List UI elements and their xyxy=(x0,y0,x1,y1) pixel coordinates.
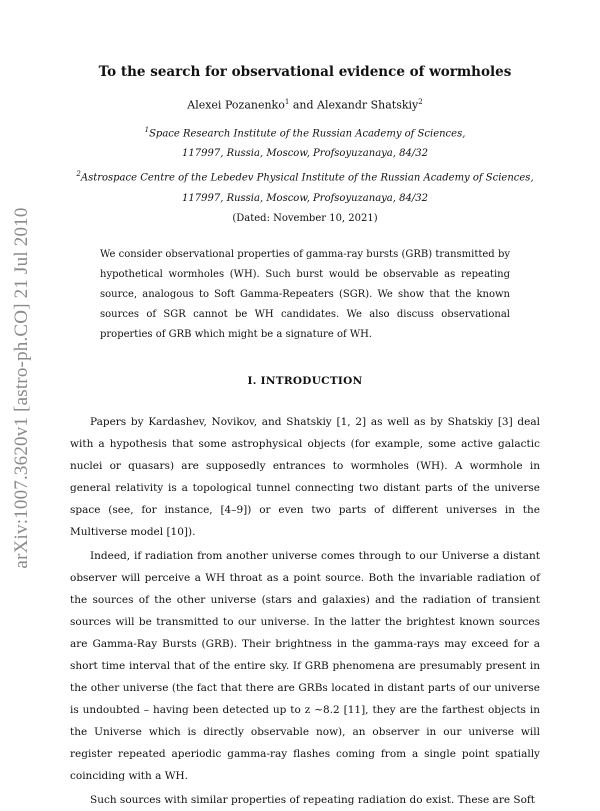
affiliation-address: 117997, Russia, Moscow, Profsoyuzanaya, 84/32 xyxy=(182,192,428,204)
affiliation-text: Astrospace Centre of the Lebedev Physical Institute of the Russian Academy of Sciences, xyxy=(80,172,534,184)
author-list xyxy=(70,98,540,112)
affiliation-marker: 2 xyxy=(418,98,423,107)
arxiv-identifier: arXiv:1007.3620v1 [astro-ph.CO] 21 Jul 2010 xyxy=(11,207,32,569)
paper-page xyxy=(70,64,540,811)
body-paragraph: Papers by Kardashev, Novikov, and Shatskiy [1, 2] as well as by Shatskiy [3] deal with a hypothesis that some astrophysical objects (for example, some active galactic nuclei or quasars) are supposedly entrances to wormholes (WH). A wormhole in general relativity is a topological tunnel connecting two distant parts of the universe space (see, for instance, [4–9]) or even two parts of different universes in the Multiverse model [10]). xyxy=(70,415,540,538)
author-conjunction: and xyxy=(292,98,314,112)
affiliation-marker: 2 xyxy=(76,170,81,179)
affiliation-block xyxy=(70,120,540,209)
paper-title: To the search for observational evidence of wormholes xyxy=(98,64,512,80)
author-name: Alexandr Shatskiy xyxy=(317,98,419,112)
section-heading: I. INTRODUCTION xyxy=(247,374,363,387)
affiliation-line xyxy=(70,164,540,188)
arxiv-sidebar-stamp xyxy=(10,178,34,598)
author-name: Alexei Pozanenko xyxy=(187,98,285,112)
affiliation-line xyxy=(70,120,540,144)
abstract: We consider observational properties of gamma-ray bursts (GRB) transmitted by hypothetical wormholes (WH). Such burst would be observable as repeating source, analogous to Soft Gamma-Repeaters (SGR). We show that the known sources of SGR cannot be WH candidates. We also discuss observational properties of GRB which might be a signature of WH. xyxy=(100,248,510,340)
body-paragraph: Such sources with similar properties of repeating radiation do exist. These are Soft xyxy=(90,793,536,806)
dated-line: (Dated: November 10, 2021) xyxy=(232,212,378,224)
affiliation-marker: 1 xyxy=(284,98,290,107)
body-paragraph: Indeed, if radiation from another universe comes through to our Universe a distant observer will perceive a WH throat as a point source. Both the invariable radiation of the sources of the other universe (stars and galaxies) and the radiation of transient sources will be transmitted to our universe. In the latter the brightest known sources are Gamma-Ray Bursts (GRB). Their brightness in the gamma-rays may exceed for a short time interval that of the entire sky. If GRB phenomena are presumably present in the other universe (the fact that there are GRBs located in distant parts of our universe is undoubted – having been detected up to z ∼8.2 [11], they are the farthest objects in the Universe which is directly observable now), an observer in our universe will register repeated aperiodic gamma-ray flashes coming from a single point spatially coinciding with a WH. xyxy=(70,549,540,782)
affiliation-marker: 1 xyxy=(144,126,150,135)
affiliation-address: 117997, Russia, Moscow, Profsoyuzanaya, 84/32 xyxy=(182,148,428,160)
affiliation-text: Space Research Institute of the Russian Academy of Sciences, xyxy=(149,128,466,140)
